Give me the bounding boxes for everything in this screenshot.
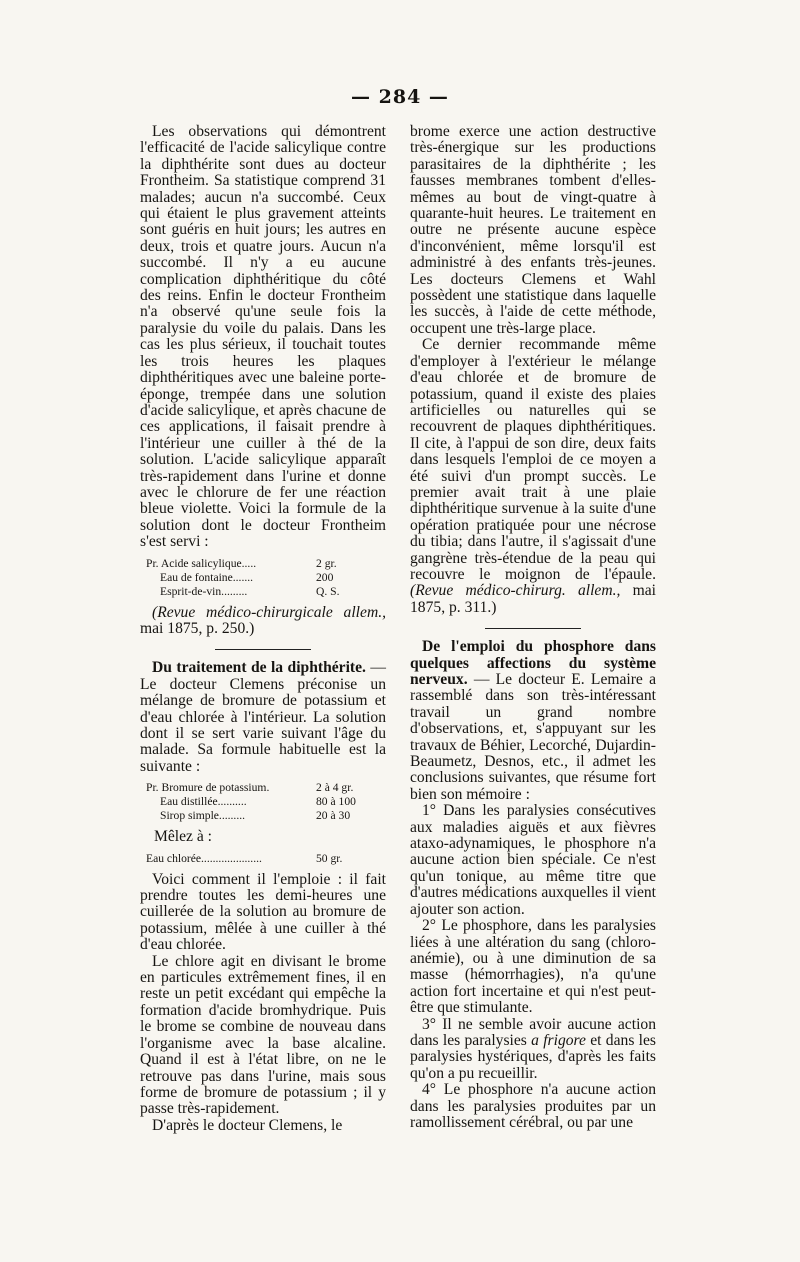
paragraph	[410, 639, 656, 803]
paragraph-text: 3° Il ne semble avoir aucune action dans les paralysies	[410, 1015, 656, 1049]
formula-quantity: 2 gr.	[316, 556, 337, 570]
formula-row	[146, 852, 386, 866]
formula-ingredient: Eau chlorée.....................	[146, 851, 262, 865]
section-heading: De l'emploi du phosphore dans quelques affections du système nerveux.	[410, 638, 656, 688]
formula-ingredient: Eau distillée..........	[160, 795, 247, 809]
formula-ingredient: Eau de fontaine.......	[160, 570, 254, 584]
formula-row	[146, 585, 386, 599]
reference	[140, 605, 386, 638]
paragraph: 4° Le phosphore n'a aucune action dans les paralysies produites par un ramollissement cérébral, ou par une	[410, 1081, 656, 1131]
reference-date: mai 1875, p. 250.)	[140, 619, 255, 637]
reference-journal: (Revue médico-chirurgicale allem.,	[152, 603, 386, 621]
paragraph-text: et dans les paralysies hystériques, d'après les faits qu'on a pu recueillir.	[410, 1031, 657, 1082]
formula-quantity: 20 à 30	[316, 809, 351, 823]
formula-chlorine	[146, 852, 386, 866]
formula-row	[146, 571, 386, 585]
paragraph: D'après le docteur Clemens, le	[152, 1116, 343, 1134]
right-column	[410, 124, 656, 1131]
formula-row	[146, 809, 386, 823]
reference-journal: (Revue médico-chirurg. allem.,	[410, 582, 621, 600]
paragraph: Les observations qui démontrent l'efficacité de l'acide salicylique contre la diphthérite sont dues au docteur Frontheim. Sa statistique comprend 31 malades; aucun n'a succombé. Ceux qui étaient le plus gravement atteints sont guéris en huit jours; les autres en deux, trois et quatre jours. Aucun n'a succombé. Il n'y a eu aucune complication diphthéritique du côté des reins. Enfin le docteur Frontheim n'a observé qu'une seule fois la paralysie du voile du palais. Dans les cas les plus sérieux, il touchait toutes les trois heures les plaques diphthéritiques avec une baleine porte-éponge, trempée dans une solution d'acide salicylique, et après chacune de ces applications, il faisait prendre à l'intérieur une cuiller à thé de la solution. L'acide salicylique apparaît très-rapidement dans l'urine et donne avec le chlorure de fer une réaction bleue violette. Voici la formule de la solution dont le docteur Frontheim s'est servi :	[140, 123, 386, 551]
left-column	[140, 124, 386, 1134]
formula-ingredient: Esprit-de-vin.........	[160, 584, 248, 598]
formula-row	[146, 795, 386, 809]
section-heading: Du traitement de la diphthérite.	[152, 659, 366, 677]
paragraph: Voici comment il l'emploie : il fait prendre toutes les demi-heures une cuillerée de la solution au bromure de potassium, mêlée à une cuiller à thé d'eau chlorée.	[140, 870, 386, 954]
paragraph	[410, 337, 656, 616]
paragraph: brome exerce une action destructive très-énergique sur les productions parasitaires de la diphthérite ; les fausses membranes tombent d'elles-mêmes au bout de vingt-quatre à quarante-huit heures. Le traitement en outre ne présente aucune espèce d'inconvénient, même lorsqu'il est administré à des enfants très-jeunes. Les docteurs Clemens et Wahl possèdent une statistique dans laquelle les succès, à l'aide de cette méthode, occupent une très-large place.	[410, 123, 656, 337]
paragraph: 2° Le phosphore, dans les paralysies liées à une altération du sang (chloro-anémie), ou à une diminution de sa masse (hémorrhagies), n'a qu'une action fort incertaine et qui n'est peut-être que stimulante.	[410, 917, 656, 1017]
section-divider	[215, 649, 311, 650]
formula-salicylic	[146, 557, 386, 599]
italic-term: a frigore	[531, 1031, 586, 1049]
formula-quantity: 200	[316, 570, 334, 584]
formula-ingredient: Pr. Bromure de potassium.	[146, 781, 270, 795]
formula-quantity: 80 à 100	[316, 795, 356, 809]
reference-date: mai 1875, p. 311.)	[410, 582, 656, 616]
paragraph-text: — Le docteur Clemens préconise un mélange de bromure de potassium et d'eau chlorée à l'intérieur. La solution dont il se sert varie suivant l'âge du malade. Sa formule habituelle est la suivante :	[140, 659, 386, 775]
mix-label: Mêlez à :	[154, 828, 213, 846]
formula-ingredient: Sirop simple.........	[160, 809, 246, 823]
paragraph	[140, 660, 386, 775]
paragraph-text: Ce dernier recommande même d'employer à l'extérieur le mélange d'eau chlorée et de bromure de potassium, quand il existe des plaies artificielles ou naturelles qui se recouvrent de plaques diphthéritiques. Il cite, à l'appui de son dire, deux faits dans lesquels l'emploi de ce moyen a été suivi d'un prompt succès. Le premier avait trait à une plaie diphthéritique survenue à la suite d'une opération pratiquée pour une nécrose du tibia; dans l'autre, il s'agissait d'une gangrène très-étendue de la peau qui recouvre le moignon de l'épaule.	[410, 336, 656, 583]
page-number: — 284 —	[351, 86, 449, 108]
paragraph: Le chlore agit en divisant le brome en particules extrêmement fines, il en reste un petit excédant qui empêche la formation d'acide bromhydrique. Puis le brome se combine de nouveau dans l'organisme avec la base alcaline. Quand il est à l'état libre, on ne le retrouve pas dans l'urine, mais sous forme de bromure de potassium ; il y passe très-rapidement.	[140, 952, 386, 1118]
paragraph: 1° Dans les paralysies consécutives aux maladies aiguës et aux fièvres ataxo-adynamiques, le phosphore n'a aucune action bien spéciale. Ce n'est qu'un tonique, au même titre que d'autres médications auxquelles il vient ajouter son action.	[410, 802, 656, 918]
section-divider	[485, 628, 581, 629]
formula-row	[146, 557, 386, 571]
formula-quantity: 50 gr.	[316, 851, 343, 865]
formula-quantity: Q. S.	[316, 584, 340, 598]
paragraph	[410, 1017, 656, 1083]
formula-quantity: 2 à 4 gr.	[316, 781, 354, 795]
formula-row	[146, 781, 386, 795]
formula-ingredient: Pr. Acide salicylique.....	[146, 556, 257, 570]
paragraph-text: — Le docteur E. Lemaire a rassemblé dans son très-intéressant travail un grand nombre d'observations, et, s'appuyant sur les travaux de Béhier, Lecorché, Dujardin-Beaumetz, Desnos, etc., il admet les conclusions suivantes, que résume fort bien son mémoire :	[410, 671, 656, 803]
formula-bromide	[146, 781, 386, 823]
